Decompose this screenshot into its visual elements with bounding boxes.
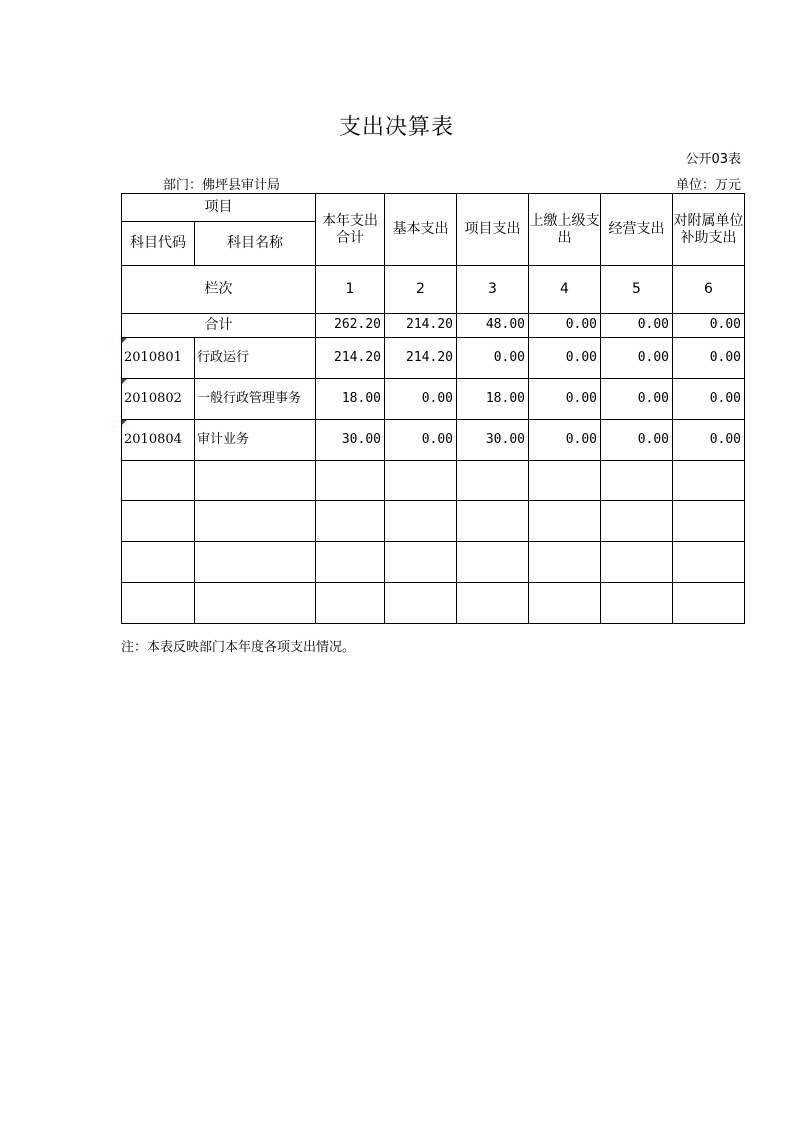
table-row: [122, 338, 745, 379]
subject-name-cell: 一般行政管理事务: [195, 379, 316, 420]
total-cell: 214.20: [385, 314, 457, 338]
unit-label: 单位：万元: [675, 178, 741, 193]
empty-cell: [195, 583, 316, 624]
header-project-expense: 项目支出: [457, 194, 529, 266]
header-business: 经营支出: [601, 194, 673, 266]
header-project: 项目: [122, 194, 316, 222]
empty-row: [122, 542, 745, 583]
value-cell: 0.00: [529, 379, 601, 420]
empty-cell: [385, 542, 457, 583]
cell-marker-icon: [122, 338, 127, 343]
value-cell: 0.00: [457, 338, 529, 379]
index-cell: 6: [673, 266, 745, 314]
empty-cell: [457, 461, 529, 501]
subject-name-cell: 行政运行: [195, 338, 316, 379]
subject-name-cell: 审计业务: [195, 420, 316, 461]
value-cell: 18.00: [316, 379, 385, 420]
index-cell: 3: [457, 266, 529, 314]
table-row: [122, 379, 745, 420]
subject-code-cell: [122, 338, 195, 379]
total-cell: 0.00: [601, 314, 673, 338]
empty-cell: [601, 461, 673, 501]
empty-cell: [385, 501, 457, 542]
header-total: 本年支出合计: [316, 194, 385, 266]
table-row: [122, 420, 745, 461]
subject-code: 2010801: [124, 349, 182, 365]
total-cell: 262.20: [316, 314, 385, 338]
index-cell: 2: [385, 266, 457, 314]
empty-row: [122, 461, 745, 501]
empty-cell: [673, 461, 745, 501]
value-cell: 214.20: [385, 338, 457, 379]
value-cell: 214.20: [316, 338, 385, 379]
department-label: 部门：佛坪县审计局: [163, 178, 281, 193]
empty-cell: [601, 583, 673, 624]
value-cell: 0.00: [601, 379, 673, 420]
empty-cell: [673, 583, 745, 624]
empty-cell: [316, 501, 385, 542]
footnote: 注：本表反映部门本年度各项支出情况。: [121, 640, 356, 655]
value-cell: 0.00: [673, 338, 745, 379]
total-cell: 0.00: [673, 314, 745, 338]
empty-cell: [529, 501, 601, 542]
total-cell: 48.00: [457, 314, 529, 338]
page-title: 支出决算表: [338, 115, 454, 140]
value-cell: 0.00: [673, 379, 745, 420]
cell-marker-icon: [122, 379, 127, 384]
empty-cell: [122, 542, 195, 583]
empty-cell: [122, 501, 195, 542]
empty-cell: [529, 542, 601, 583]
empty-cell: [122, 583, 195, 624]
index-cell: 4: [529, 266, 601, 314]
empty-cell: [385, 583, 457, 624]
empty-row: [122, 501, 745, 542]
total-cell: 0.00: [529, 314, 601, 338]
empty-cell: [457, 542, 529, 583]
header-remit: 上缴上级支出: [529, 194, 601, 266]
subject-code: 2010802: [124, 390, 182, 406]
expenditure-table: [121, 193, 745, 624]
value-cell: 0.00: [385, 379, 457, 420]
value-cell: 0.00: [601, 338, 673, 379]
subject-code: 2010804: [124, 431, 182, 447]
subject-code-cell: [122, 420, 195, 461]
empty-cell: [529, 461, 601, 501]
empty-cell: [601, 501, 673, 542]
empty-cell: [316, 583, 385, 624]
header-subject-name: 科目名称: [195, 222, 316, 266]
empty-cell: [673, 542, 745, 583]
index-cell: 1: [316, 266, 385, 314]
header-subject-code: 科目代码: [122, 222, 195, 266]
value-cell: 30.00: [457, 420, 529, 461]
index-cell: 5: [601, 266, 673, 314]
empty-cell: [195, 461, 316, 501]
empty-cell: [195, 501, 316, 542]
index-row-label: 栏次: [122, 266, 316, 314]
empty-row: [122, 583, 745, 624]
value-cell: 30.00: [316, 420, 385, 461]
empty-cell: [529, 583, 601, 624]
cell-marker-icon: [122, 420, 127, 425]
subject-code-cell: [122, 379, 195, 420]
value-cell: 0.00: [601, 420, 673, 461]
empty-cell: [316, 461, 385, 501]
empty-cell: [673, 501, 745, 542]
empty-cell: [385, 461, 457, 501]
empty-cell: [457, 583, 529, 624]
header-subsidy: 对附属单位补助支出: [673, 194, 745, 266]
value-cell: 0.00: [385, 420, 457, 461]
value-cell: 0.00: [673, 420, 745, 461]
empty-cell: [195, 542, 316, 583]
empty-cell: [601, 542, 673, 583]
value-cell: 18.00: [457, 379, 529, 420]
form-number: 公开03表: [685, 152, 741, 167]
empty-cell: [457, 501, 529, 542]
value-cell: 0.00: [529, 420, 601, 461]
value-cell: 0.00: [529, 338, 601, 379]
empty-cell: [316, 542, 385, 583]
total-row-label: 合计: [122, 314, 316, 338]
empty-cell: [122, 461, 195, 501]
header-basic: 基本支出: [385, 194, 457, 266]
